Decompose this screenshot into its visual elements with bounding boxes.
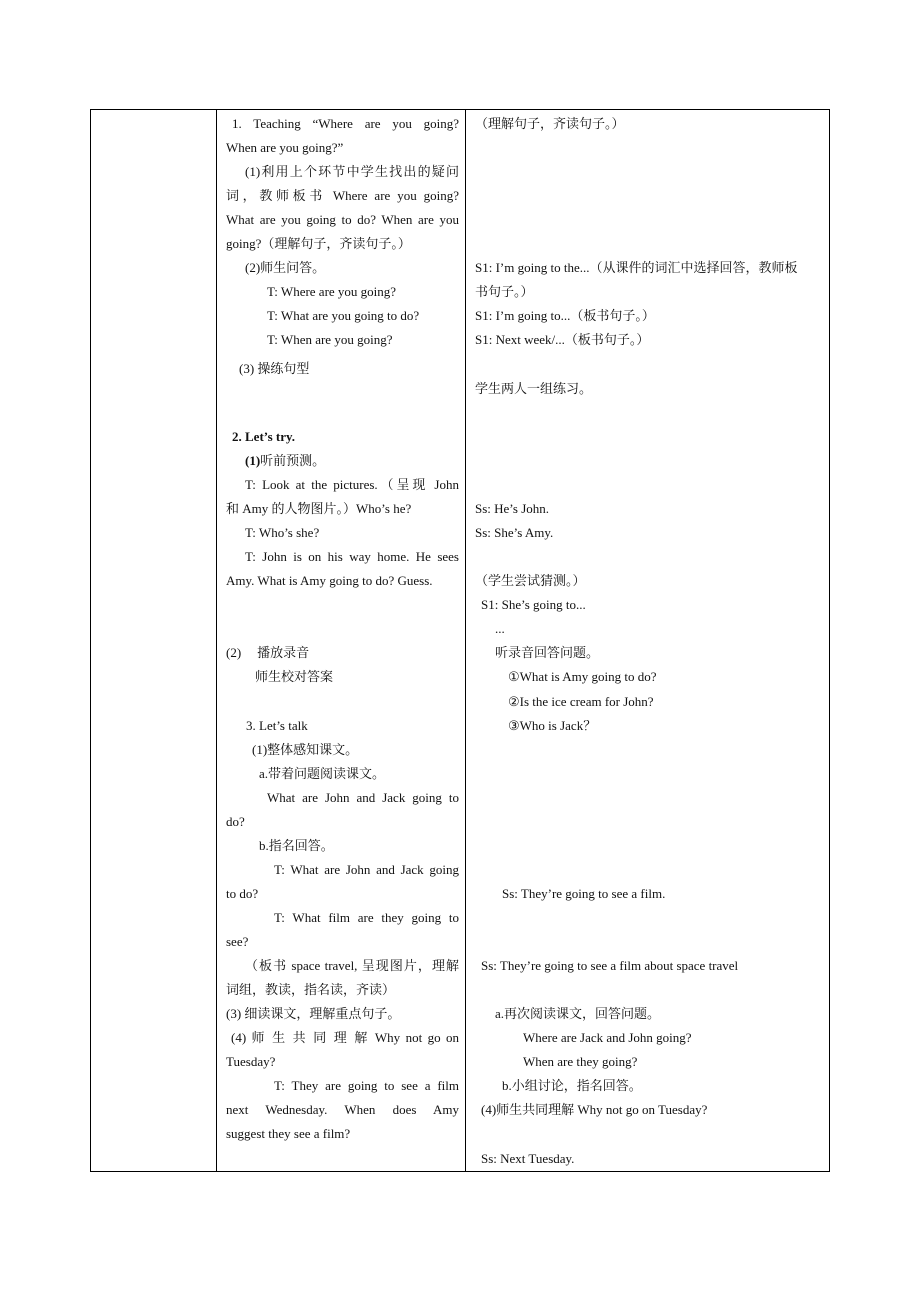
text-line: Tuesday? bbox=[226, 1054, 276, 1069]
text-line: ①What is Amy going to do? bbox=[508, 669, 657, 684]
text-line: T: When are you going? bbox=[267, 332, 393, 347]
text-line: to do? bbox=[226, 886, 259, 901]
text-line: T: Where are you going? bbox=[267, 284, 397, 299]
text-line: When are they going? bbox=[523, 1054, 638, 1069]
text-line: suggest they see a film? bbox=[226, 1126, 351, 1141]
text-line: T: John is on his way home. He sees bbox=[245, 549, 459, 564]
text-line: a.再次阅读课文，回答问题。 bbox=[495, 1006, 661, 1021]
text-line: do? bbox=[226, 814, 245, 829]
text-line: 学生两人一组练习。 bbox=[475, 381, 593, 396]
text-line: 词，教师板书 Where are you going? bbox=[226, 188, 459, 203]
lesson-table bbox=[90, 109, 830, 1172]
text-line: 1. Teaching “Where are you going? bbox=[232, 116, 459, 131]
text-line: (3) 操练句型 bbox=[239, 361, 310, 376]
text-line: a.带着问题阅读课文。 bbox=[259, 766, 386, 781]
text-line: ③Who is Jack？ bbox=[508, 718, 597, 733]
text-line: T: Look at the pictures.（呈现 John bbox=[245, 477, 459, 492]
text-line: Ss: He’s John. bbox=[475, 501, 550, 516]
text-line: Ss: She’s Amy. bbox=[475, 525, 554, 540]
text-line: (2)师生问答。 bbox=[245, 260, 326, 275]
teacher-activity-column bbox=[217, 110, 465, 1171]
item-text: 听前预测。 bbox=[260, 453, 326, 468]
text-line: see? bbox=[226, 934, 249, 949]
item-text: 播放录音 bbox=[257, 645, 310, 660]
text-line: (3) 细读课文，理解重点句子。 bbox=[226, 1006, 401, 1021]
text-line: 和 Amy 的人物图片。）Who’s he? bbox=[226, 501, 412, 516]
text-line: T: What film are they going to bbox=[274, 910, 459, 925]
text-line: S1: She’s going to... bbox=[481, 597, 586, 612]
text-line: Ss: They’re going to see a film about space travel bbox=[481, 958, 739, 973]
text-line bbox=[245, 453, 325, 469]
text-line: T: They are going to see a film bbox=[274, 1078, 459, 1093]
text-line: 师生校对答案 bbox=[255, 669, 334, 684]
text-line: What are John and Jack going to bbox=[267, 790, 459, 805]
text-line: （板书 space travel, 呈现图片，理解 bbox=[245, 958, 459, 973]
text-line: S1: I’m going to the...（从课件的词汇中选择回答，教师板 bbox=[475, 260, 798, 275]
text-line: Ss: They’re going to see a film. bbox=[502, 886, 666, 901]
text-line: b.小组讨论，指名回答。 bbox=[502, 1078, 642, 1093]
text-line: ... bbox=[495, 621, 505, 636]
text-line: S1: Next week/...（板书句子。） bbox=[475, 332, 650, 347]
section-heading bbox=[232, 429, 295, 445]
text-line: S1: I’m going to...（板书句子。） bbox=[475, 308, 655, 323]
text-line: Ss: Next Tuesday. bbox=[481, 1151, 575, 1166]
text-line: What are you going to do? When are you bbox=[226, 212, 459, 227]
text-line: （理解句子，齐读句子。） bbox=[475, 116, 625, 131]
text-line: 3. Let’s talk bbox=[246, 718, 308, 733]
text-line: 听录音回答问题。 bbox=[495, 645, 600, 660]
text-line: T: What are you going to do? bbox=[267, 308, 420, 323]
student-activity-column bbox=[466, 110, 830, 1171]
text-line: going?（理解句子，齐读句子。） bbox=[226, 236, 411, 251]
text-line: T: What are John and Jack going bbox=[274, 862, 459, 877]
text-line: next Wednesday. When does Amy bbox=[226, 1102, 459, 1117]
text-line: ②Is the ice cream for John? bbox=[508, 694, 654, 709]
text-line: (1)整体感知课文。 bbox=[252, 742, 359, 757]
text-line: When are you going?” bbox=[226, 140, 344, 155]
text-line: 书句子。） bbox=[475, 284, 534, 299]
left-column bbox=[91, 110, 216, 1171]
text-line bbox=[226, 645, 309, 661]
text-line: Amy. What is Amy going to do? Guess. bbox=[226, 573, 433, 588]
text-line: 词组，教读，指名读，齐读） bbox=[226, 982, 396, 997]
text-line: (4) 师 生 共 同 理 解 Why not go on bbox=[231, 1030, 459, 1045]
text-line: （学生尝试猜测。） bbox=[475, 573, 586, 588]
item-number: (1) bbox=[245, 453, 261, 468]
text-line: (4)师生共同理解 Why not go on Tuesday? bbox=[481, 1102, 708, 1117]
text-line: T: Who’s she? bbox=[245, 525, 320, 540]
text-line: Where are Jack and John going? bbox=[523, 1030, 692, 1045]
item-number: (2) bbox=[226, 645, 242, 660]
text-line: b.指名回答。 bbox=[259, 838, 334, 853]
text-line: (1)利用上个环节中学生找出的疑问 bbox=[245, 164, 459, 179]
section-heading-text: 2. Let’s try. bbox=[232, 429, 296, 444]
